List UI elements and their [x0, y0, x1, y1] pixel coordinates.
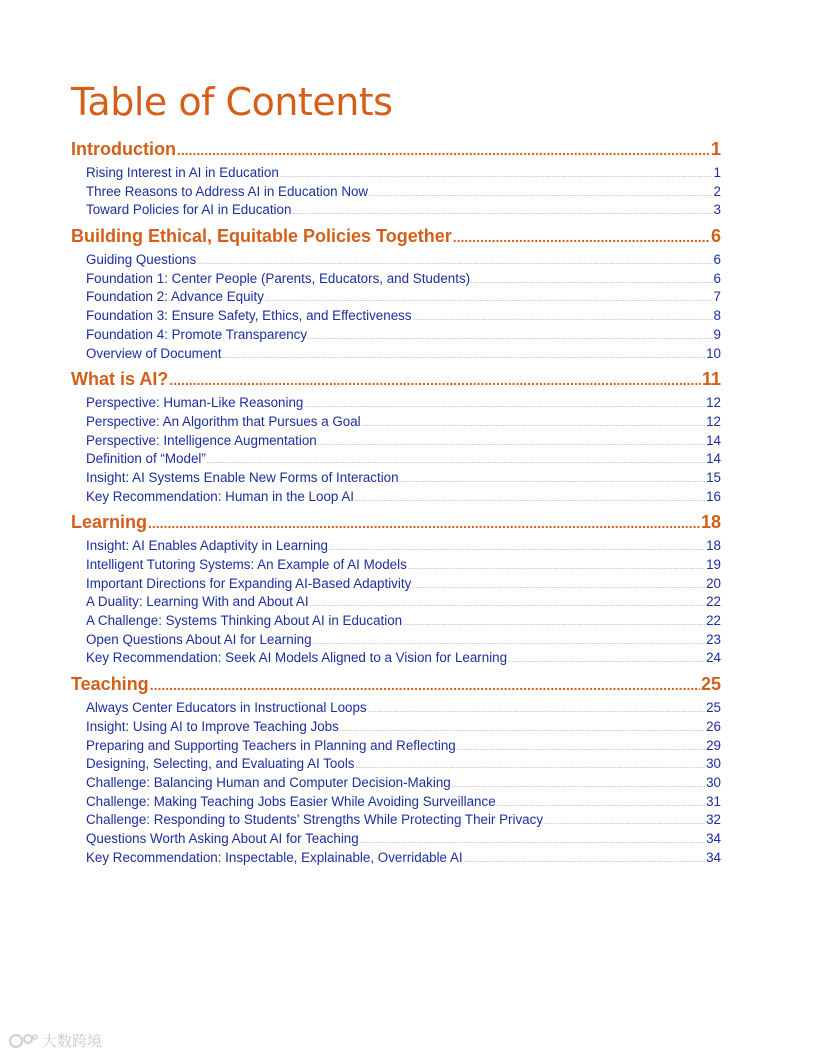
toc-entry-label: Foundation 2: Advance Equity	[86, 289, 264, 305]
dot-leader	[544, 820, 705, 826]
toc-entry[interactable]	[71, 252, 721, 271]
toc-entry-label: Key Recommendation: Inspectable, Explainable, Overridable AI	[86, 849, 463, 865]
toc-section	[71, 226, 721, 364]
dot-leader	[150, 677, 700, 693]
dot-leader	[310, 602, 706, 608]
toc-entry-page-number: 18	[706, 538, 721, 554]
dot-leader	[464, 858, 705, 864]
toc-entry-label: Challenge: Balancing Human and Computer Decision-Making	[86, 774, 451, 790]
toc-entry-page-number: 14	[706, 451, 721, 467]
toc-entry-label: Insight: AI Enables Adaptivity in Learning	[86, 538, 328, 554]
toc-section-heading-label: What is AI?	[71, 369, 169, 390]
toc-entry[interactable]	[71, 271, 721, 290]
toc-entry[interactable]	[71, 327, 721, 346]
toc-entry-label: Perspective: Intelligence Augmentation	[86, 432, 317, 448]
toc-entry-page-number: 22	[706, 613, 721, 629]
dot-leader	[369, 192, 712, 198]
toc-entry-label: Guiding Questions	[86, 252, 197, 268]
toc-entry-label: Important Directions for Expanding AI-Based Adaptivity	[86, 575, 412, 591]
dot-leader	[207, 459, 705, 465]
dot-leader	[356, 764, 706, 770]
toc-section	[71, 512, 721, 669]
toc-entry-page-number: 30	[706, 756, 721, 772]
toc-entry[interactable]	[71, 557, 721, 576]
toc-section-heading[interactable]	[71, 674, 721, 699]
toc-section-heading-label: Building Ethical, Equitable Policies Together	[71, 226, 452, 247]
toc-entry-page-number: 12	[706, 395, 721, 411]
toc-entry[interactable]	[71, 489, 721, 508]
toc-entry[interactable]	[71, 738, 721, 757]
toc-section	[71, 139, 721, 221]
toc-entry-page-number: 19	[706, 557, 721, 572]
dot-leader	[318, 441, 705, 447]
page-title: Table of Contents	[71, 80, 393, 124]
toc-section-heading-label: Introduction	[71, 139, 176, 159]
toc-entry-page-number: 12	[706, 413, 721, 429]
dot-leader	[280, 173, 713, 179]
toc-entry-page-number: 2	[713, 183, 721, 199]
toc-entry-page-number: 32	[706, 812, 721, 828]
toc-entry-label: Questions Worth Asking About AI for Teaching	[86, 830, 359, 846]
toc-section-heading-page-number: 25	[700, 674, 721, 695]
dot-leader	[329, 546, 705, 552]
dot-leader	[313, 640, 706, 646]
toc-entry[interactable]	[71, 470, 721, 489]
toc-entry-page-number: 22	[706, 594, 721, 610]
dot-leader	[408, 565, 705, 571]
toc-entry-page-number: 26	[706, 718, 721, 734]
toc-entry-page-number: 34	[706, 849, 721, 865]
toc-entry[interactable]	[71, 308, 721, 327]
toc-entry-page-number: 16	[706, 488, 721, 504]
toc-entry[interactable]	[71, 289, 721, 308]
toc-entry-page-number: 15	[706, 469, 721, 485]
toc-entry-page-number: 24	[706, 650, 721, 666]
toc-entry-page-number: 6	[713, 252, 721, 268]
dot-leader	[355, 497, 705, 503]
toc-entry-page-number: 10	[706, 345, 721, 361]
toc-entry[interactable]	[71, 576, 721, 595]
toc-entry[interactable]	[71, 719, 721, 738]
toc-entry-page-number: 8	[713, 308, 721, 324]
toc-entry[interactable]	[71, 700, 721, 719]
toc-entry-page-number: 34	[706, 830, 721, 846]
toc-entry-label: Rising Interest in AI in Education	[86, 165, 279, 180]
toc-section-heading-page-number: 6	[710, 226, 721, 247]
toc-entry-label: Designing, Selecting, and Evaluating AI Tools	[86, 756, 355, 772]
dot-leader	[403, 621, 705, 627]
toc-entry[interactable]	[71, 433, 721, 452]
toc-entry-page-number: 3	[713, 202, 721, 218]
toc-entry-page-number: 31	[706, 793, 721, 809]
toc-entry[interactable]	[71, 395, 721, 414]
camera-logo-icon	[8, 1033, 38, 1049]
toc-entry[interactable]	[71, 346, 721, 365]
dot-leader	[197, 260, 712, 266]
toc-entry-page-number: 9	[713, 326, 721, 342]
toc-entry-page-number: 20	[706, 575, 721, 591]
dot-leader	[222, 354, 705, 360]
toc-entry[interactable]	[71, 794, 721, 813]
toc-entry-label: Insight: AI Systems Enable New Forms of Interaction	[86, 469, 399, 485]
toc-section	[71, 674, 721, 868]
toc-entry-page-number: 14	[706, 432, 721, 448]
toc-entry-label: Perspective: An Algorithm that Pursues a Goal	[86, 413, 361, 429]
dot-leader	[368, 708, 705, 714]
dot-leader	[308, 335, 712, 341]
dot-leader	[265, 297, 713, 303]
dot-leader	[452, 783, 705, 789]
dot-leader	[453, 229, 710, 245]
toc-entry[interactable]	[71, 594, 721, 613]
toc-section-heading[interactable]	[71, 369, 721, 394]
toc-entry-label: Always Center Educators in Instructional Loops	[86, 700, 367, 716]
dot-leader	[497, 802, 705, 808]
dot-leader	[413, 316, 713, 322]
dot-leader	[400, 478, 706, 484]
dot-leader	[148, 515, 700, 531]
toc-entry-page-number: 29	[706, 737, 721, 753]
toc-entry-page-number: 6	[713, 270, 721, 286]
toc-entry-label: Preparing and Supporting Teachers in Planning and Reflecting	[86, 737, 456, 753]
toc-entry-page-number: 23	[706, 631, 721, 647]
dot-leader	[292, 210, 712, 216]
toc-entry-label: Insight: Using AI to Improve Teaching Jobs	[86, 718, 339, 734]
dot-leader	[340, 727, 705, 733]
toc-entry-label: A Challenge: Systems Thinking About AI in Education	[86, 613, 403, 629]
toc-entry-label: Definition of “Model”	[86, 451, 206, 467]
dot-leader	[508, 658, 705, 664]
toc-section-heading-label: Learning	[71, 512, 148, 533]
toc-entry-label: Three Reasons to Address AI in Education Now	[86, 183, 369, 199]
dot-leader	[360, 839, 705, 845]
toc-section-heading-page-number: 1	[710, 139, 721, 159]
dot-leader	[457, 746, 705, 752]
toc-entry-label: Open Questions About AI for Learning	[86, 631, 312, 647]
toc-entry[interactable]	[71, 613, 721, 632]
toc-section-heading[interactable]	[71, 512, 721, 537]
toc-entry[interactable]	[71, 414, 721, 433]
toc-entry[interactable]	[71, 812, 721, 831]
toc-entry[interactable]	[71, 775, 721, 794]
toc-entry[interactable]	[71, 756, 721, 775]
toc-entry[interactable]	[71, 831, 721, 850]
toc-entry[interactable]	[71, 202, 721, 221]
toc-entry[interactable]	[71, 165, 721, 184]
toc-entry[interactable]	[71, 650, 721, 669]
toc-entry[interactable]	[71, 184, 721, 203]
toc-entry-label: Foundation 4: Promote Transparency	[86, 326, 308, 342]
toc-section	[71, 369, 721, 507]
toc-entry-label: Perspective: Human-Like Reasoning	[86, 395, 304, 411]
watermark-text: 大数跨境	[42, 1032, 103, 1050]
toc-entry[interactable]	[71, 538, 721, 557]
dot-leader	[362, 422, 705, 428]
toc-entry-label: Challenge: Responding to Students’ Strengths While Protecting Their Privacy	[86, 812, 544, 828]
toc-entry-label: Foundation 3: Ensure Safety, Ethics, and Effectiveness	[86, 308, 412, 324]
toc-entry-label: Overview of Document	[86, 345, 222, 361]
toc-section-heading-label: Teaching	[71, 674, 149, 695]
toc-entry-page-number: 1	[713, 165, 721, 180]
toc-entry-page-number: 7	[713, 289, 721, 305]
dot-leader	[412, 584, 705, 590]
dot-leader	[169, 372, 701, 388]
toc-entry[interactable]	[71, 451, 721, 470]
toc-section-heading-page-number: 11	[701, 369, 721, 390]
dot-leader	[471, 279, 712, 285]
toc-entry-label: A Duality: Learning With and About AI	[86, 594, 309, 610]
toc-section-heading-page-number: 18	[700, 512, 721, 533]
toc-entry-page-number: 25	[706, 700, 721, 716]
table-of-contents	[71, 139, 721, 873]
toc-entry-label: Key Recommendation: Seek AI Models Aligned to a Vision for Learning	[86, 650, 508, 666]
toc-section-heading[interactable]	[71, 226, 721, 251]
toc-entry-label: Intelligent Tutoring Systems: An Example of AI Models	[86, 557, 407, 572]
toc-entry[interactable]	[71, 850, 721, 869]
toc-entry-label: Toward Policies for AI in Education	[86, 202, 292, 218]
toc-entry-label: Key Recommendation: Human in the Loop AI	[86, 488, 354, 504]
toc-section-heading[interactable]	[71, 139, 721, 164]
toc-entry[interactable]	[71, 632, 721, 651]
toc-entry-page-number: 30	[706, 774, 721, 790]
toc-entry-label: Challenge: Making Teaching Jobs Easier While Avoiding Surveillance	[86, 793, 496, 809]
watermark	[8, 1030, 102, 1051]
dot-leader	[177, 142, 710, 158]
toc-entry-label: Foundation 1: Center People (Parents, Educators, and Students)	[86, 270, 471, 286]
dot-leader	[304, 403, 705, 409]
